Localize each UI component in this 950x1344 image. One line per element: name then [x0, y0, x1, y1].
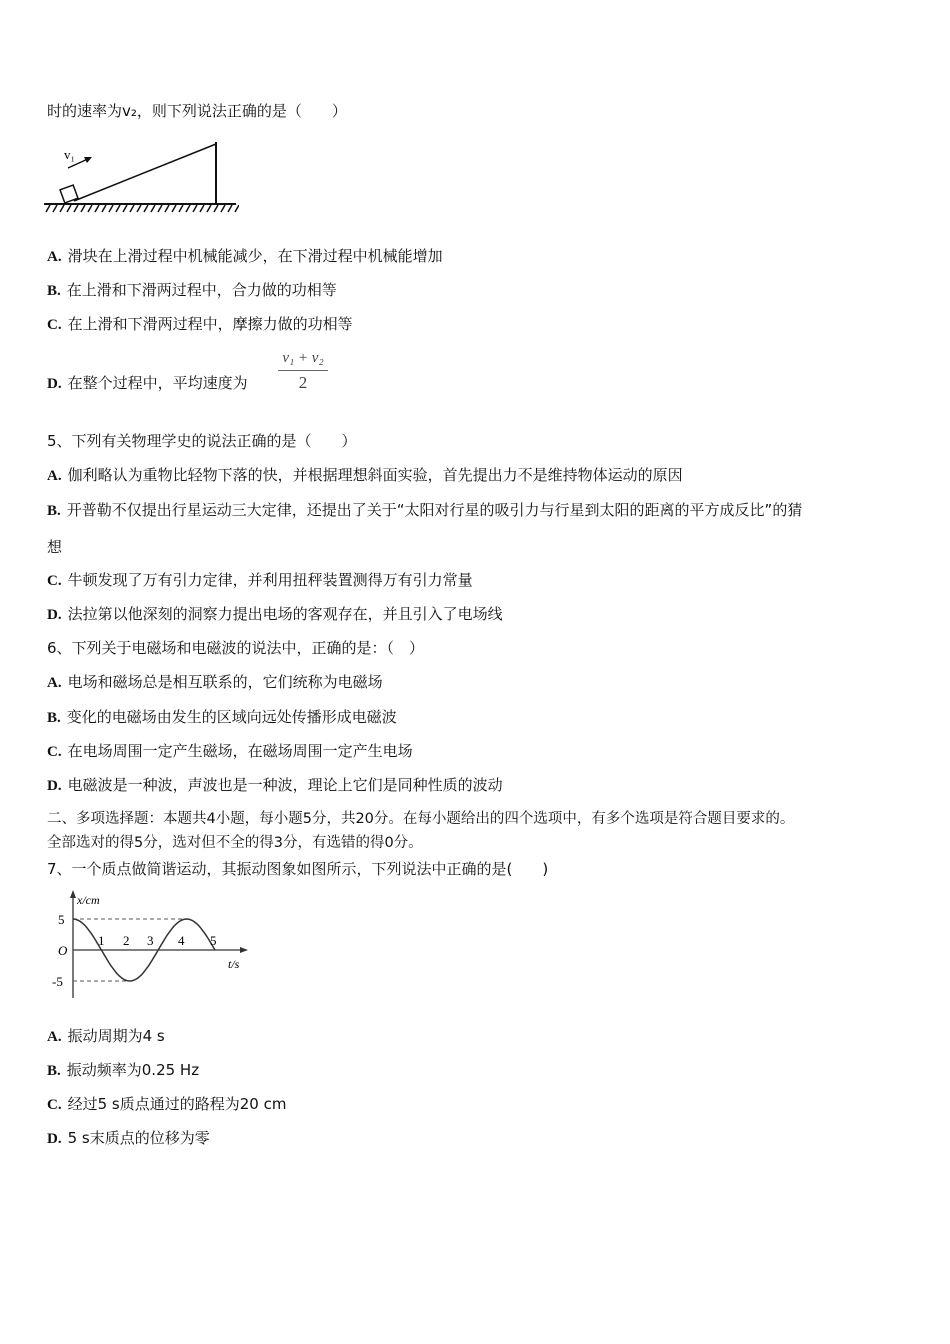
hatch-mark — [151, 205, 155, 212]
q4-option-a: A. 滑块在上滑过程中机械能减少，在下滑过程中机械能增加 — [47, 247, 443, 265]
q5-option-c: C. 牛顿发现了万有引力定律，并利用扭秤装置测得万有引力常量 — [47, 571, 473, 589]
q5-option-a: A. 伽利略认为重物比轻物下落的快，并根据理想斜面实验，首先提出力不是维持物体运动的原因 — [47, 466, 683, 484]
y-axis-label: x/cm — [77, 893, 100, 907]
hatch-mark — [81, 205, 85, 212]
hatch-mark — [235, 205, 239, 212]
average-velocity-fraction — [278, 350, 328, 393]
q5-option-b: B. 开普勒不仅提出行星运动三大定律，还提出了关于“太阳对行星的吸引力与行星到太阳的距离的平方成反比”的猜 — [47, 501, 803, 519]
hatch-mark — [158, 205, 162, 212]
q7-option-d: D. 5 s末质点的位移为零 — [47, 1129, 210, 1147]
origin-label: O — [58, 943, 68, 958]
hatch-mark — [53, 205, 57, 212]
fraction-numerator: v₁ + v₂ — [278, 350, 328, 371]
hatch-mark — [74, 205, 78, 212]
q4-option-b: B. 在上滑和下滑两过程中，合力做的功相等 — [47, 281, 337, 299]
q7-option-b: B. 振动频率为0.25 Hz — [47, 1061, 200, 1079]
x-tick: 3 — [147, 933, 154, 948]
hatch-mark — [102, 205, 106, 212]
q6-option-c: C. 在电场周围一定产生磁场，在磁场周围一定产生电场 — [47, 742, 413, 760]
x-axis-label: t/s — [228, 957, 240, 971]
fraction-denominator: 2 — [298, 373, 308, 392]
vibration-graph — [44, 888, 254, 1003]
hatch-mark — [165, 205, 169, 212]
q5-stem: 5、下列有关物理学史的说法正确的是（ ） — [47, 432, 357, 450]
q7-option-c: C. 经过5 s质点通过的路程为20 cm — [47, 1095, 287, 1113]
section2-instructions-2: 全部选对的得5分，选对但不全的得3分，有选错的得0分。 — [47, 835, 423, 851]
hatch-mark — [186, 205, 190, 212]
hatch-mark — [207, 205, 211, 212]
hatch-mark — [179, 205, 183, 212]
hatch-mark — [123, 205, 127, 212]
hatch-mark — [214, 205, 218, 212]
y-tick-neg: -5 — [52, 974, 63, 989]
hatch-mark — [172, 205, 176, 212]
x-tick: 4 — [178, 933, 185, 948]
section2-instructions-1: 二、多项选择题：本题共4小题，每小题5分，共20分。在每小题给出的四个选项中，有多个选项是符合题目要求的。 — [47, 811, 795, 827]
q6-stem: 6、下列关于电磁场和电磁波的说法中，正确的是：（ ） — [47, 639, 425, 657]
hatch-mark — [46, 205, 50, 212]
q4-stem: 时的速率为v₂，则下列说法正确的是（ ） — [47, 102, 347, 120]
x-tick: 2 — [123, 933, 130, 948]
hatch-mark — [130, 205, 134, 212]
hatch-mark — [116, 205, 120, 212]
q7-option-a: A. 振动周期为4 s — [47, 1027, 165, 1045]
hatch-mark — [193, 205, 197, 212]
hatch-mark — [67, 205, 71, 212]
hatch-mark — [60, 205, 64, 212]
x-tick: 1 — [98, 933, 105, 948]
hatch-mark — [200, 205, 204, 212]
q5-option-b-cont: 想 — [47, 538, 63, 556]
hatch-mark — [109, 205, 113, 212]
hatch-mark — [95, 205, 99, 212]
q7-stem: 7、一个质点做简谐运动，其振动图象如图所示，下列说法中正确的是( ) — [47, 860, 549, 878]
q6-option-b: B. 变化的电磁场由发生的区域向远处传播形成电磁波 — [47, 708, 397, 726]
hatch-mark — [228, 205, 232, 212]
incline-figure — [44, 135, 239, 217]
q6-option-d: D. 电磁波是一种波，声波也是一种波，理论上它们是同种性质的波动 — [47, 776, 503, 794]
y-tick-pos: 5 — [58, 912, 65, 927]
x-tick: 5 — [210, 933, 217, 948]
q5-option-d: D. 法拉第以他深刻的洞察力提出电场的客观存在，并且引入了电场线 — [47, 605, 503, 623]
q4-option-c: C. 在上滑和下滑两过程中，摩擦力做的功相等 — [47, 315, 353, 333]
hatch-mark — [88, 205, 92, 212]
v1-label: v₁ — [64, 147, 76, 162]
hatch-mark — [137, 205, 141, 212]
hatch-mark — [144, 205, 148, 212]
q4-option-d: D. 在整个过程中，平均速度为 — [47, 374, 248, 392]
hatch-mark — [221, 205, 225, 212]
q6-option-a: A. 电场和磁场总是相互联系的，它们统称为电磁场 — [47, 673, 383, 691]
